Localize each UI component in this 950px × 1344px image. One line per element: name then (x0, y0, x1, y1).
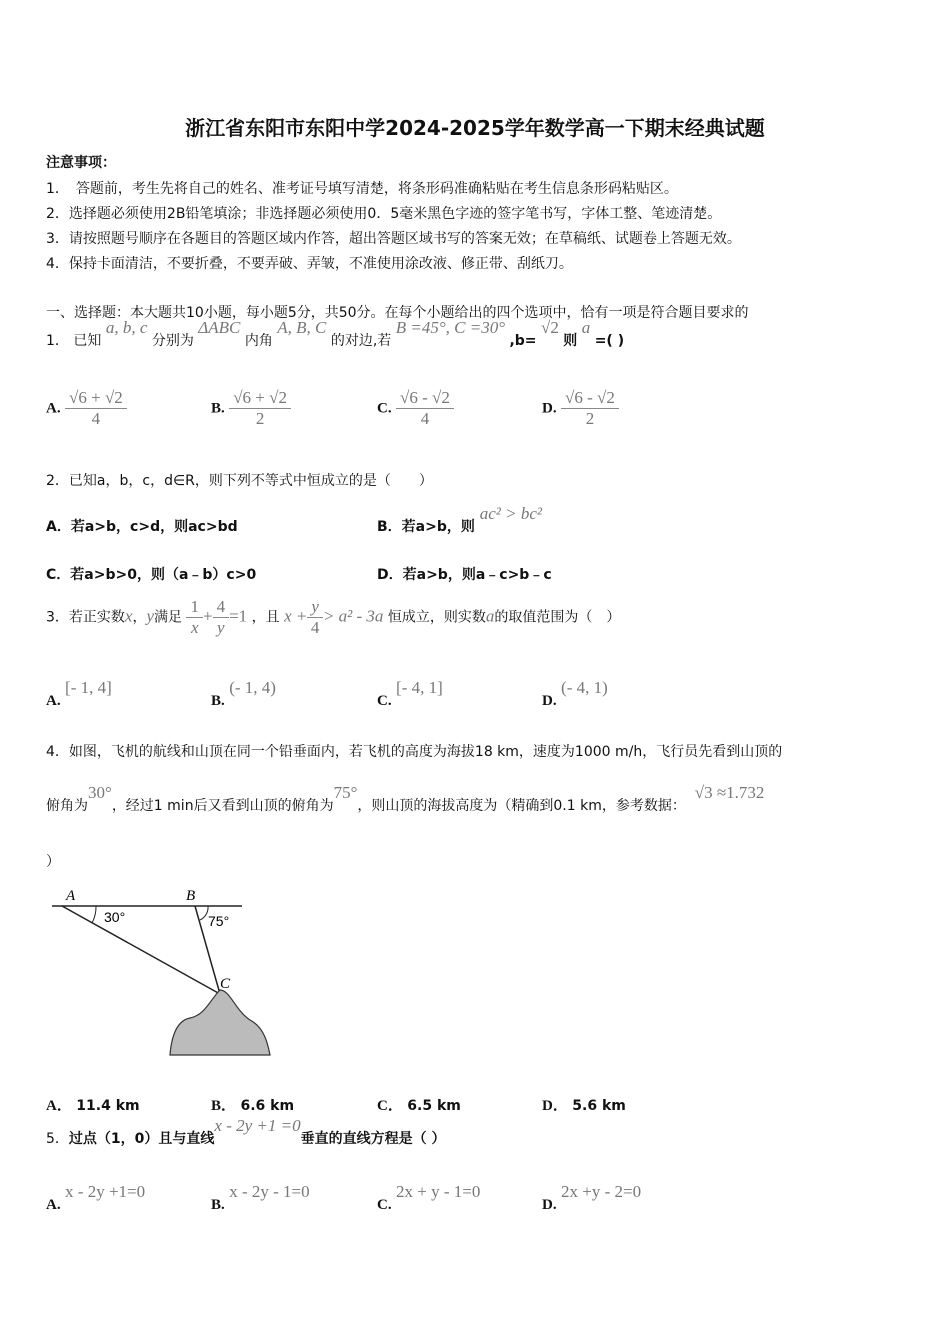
q-text: 垂直的直线方程是（ ） (300, 1131, 446, 1147)
math: ac² > bc² (479, 504, 543, 523)
notice-item: 1． 答题前，考生先将自己的姓名、准考证号填写清楚，将条形码准确粘贴在考生信息条形码粘贴区。 (46, 181, 678, 197)
question-5 (46, 1116, 446, 1148)
q-text: 内角 (244, 333, 273, 349)
angle-arc (200, 906, 208, 920)
q-text: =( ) (594, 333, 625, 349)
option-b[interactable] (377, 504, 543, 536)
option-label: C． (46, 567, 71, 583)
option-d[interactable] (542, 1094, 626, 1115)
option-math: x - 2y +1=0 (65, 1182, 146, 1201)
option-d[interactable] (542, 1182, 642, 1214)
option-d[interactable] (542, 678, 608, 710)
option-text: 若a>b，则 (401, 519, 475, 535)
option-math: [- 1, 4] (65, 678, 112, 697)
question-4-close: ） (46, 854, 60, 870)
q-text: 如图，飞机的航线和山顶在同一个铅垂面内，若飞机的高度为海拔18 km，速度为1000 m/h，飞行员先看到山顶的 (68, 744, 783, 760)
option-text: 11.4 km (76, 1098, 140, 1114)
q-text: 若正实数 (68, 609, 125, 626)
option-label: D. (542, 400, 557, 417)
option-text: 6.6 km (240, 1098, 295, 1114)
q-text: 的取值范围为（ ） (494, 609, 621, 626)
numerator: y (307, 597, 323, 618)
option-a[interactable] (46, 1182, 146, 1214)
denominator: 2 (585, 409, 595, 428)
numerator: 1 (186, 597, 203, 618)
q-text: 则 (563, 333, 578, 349)
numerator: 4 (213, 597, 230, 618)
q-text: 分别为 (151, 333, 194, 349)
q-number: 1． (46, 333, 69, 349)
question-1 (46, 318, 625, 350)
option-label: C. (377, 400, 392, 417)
denominator: 4 (420, 409, 430, 428)
math: a, b, c (105, 318, 148, 337)
notice-item: 3．请按照题号顺序在各题目的答题区域内作答，超出答题区域书写的答案无效；在草稿纸、试题卷上答题无效。 (46, 231, 741, 247)
math: x (124, 606, 133, 626)
option-label: C. (377, 693, 392, 709)
q-number: 5． (46, 1131, 69, 1147)
option-label: D． (542, 1098, 568, 1114)
option-label: B. (211, 693, 225, 709)
numerator: √6 - √2 (396, 388, 454, 409)
math: √2 (541, 318, 559, 337)
q-text: 的对边,若 (330, 333, 392, 349)
q-text: ，且 (251, 609, 280, 626)
option-label: A. (46, 1197, 61, 1213)
q-number: 2． (46, 473, 69, 489)
q-text: 恒成立，则实数 (387, 609, 486, 626)
option-label: A. (46, 693, 61, 709)
option-c[interactable] (377, 388, 454, 429)
math: 30° (88, 783, 112, 802)
option-label: A. (46, 400, 61, 417)
option-c[interactable] (377, 1182, 481, 1214)
math: √3 ≈1.732 (694, 783, 765, 802)
option-text: 6.5 km (407, 1098, 461, 1114)
option-text: 若a>b，则a﹣c>b﹣c (402, 567, 552, 583)
option-a[interactable] (46, 1094, 140, 1115)
option-b[interactable] (211, 678, 276, 710)
option-math: x - 2y - 1=0 (229, 1182, 310, 1201)
sight-line-a (62, 906, 220, 994)
section-heading: 一、选择题：本大题共10小题，每小题5分，共50分。在每个小题给出的四个选项中，恰有一项是符合题目要求的 (46, 305, 749, 321)
option-d[interactable] (377, 564, 552, 584)
q-number: 4． (46, 744, 69, 760)
angle-75-label: 75° (208, 913, 230, 929)
math: a (485, 606, 495, 626)
math: y (146, 606, 155, 626)
math: =1 (229, 606, 248, 626)
option-math: [- 4, 1] (396, 678, 443, 697)
fraction (561, 388, 619, 429)
fraction (229, 388, 291, 429)
q-text: ， (132, 609, 147, 626)
option-label: B. (211, 400, 225, 417)
option-a[interactable] (46, 516, 238, 536)
option-label: A． (46, 1098, 72, 1114)
point-c-label: C (220, 976, 231, 992)
numerator: √6 + √2 (229, 388, 291, 409)
math: x + (284, 606, 308, 626)
fraction (307, 597, 323, 638)
math: a (581, 318, 591, 337)
mountain-shape (170, 990, 270, 1055)
option-text: 若a>b>0，则（a﹣b）c>0 (70, 567, 257, 583)
option-b[interactable] (211, 1182, 310, 1214)
fraction (213, 597, 230, 638)
option-label: C． (377, 1098, 403, 1114)
option-math: (- 4, 1) (561, 678, 608, 697)
option-label: B． (377, 519, 402, 535)
question-2 (46, 470, 433, 490)
option-label: B. (211, 1197, 225, 1213)
option-b[interactable] (211, 1094, 294, 1115)
angle-30-label: 30° (104, 909, 126, 925)
option-c[interactable] (377, 1094, 461, 1115)
q-text: ，则山顶的海拔高度为（精确到0.1 km，参考数据： (357, 798, 686, 814)
math: A, B, C (277, 318, 327, 337)
option-text: 若a>b，c>d，则ac>bd (70, 519, 238, 535)
option-label: D． (377, 567, 403, 583)
option-c[interactable] (377, 678, 443, 710)
option-math: 2x + y - 1=0 (396, 1182, 481, 1201)
denominator: 2 (255, 409, 265, 428)
option-math: 2x +y - 2=0 (561, 1182, 642, 1201)
option-c[interactable] (46, 564, 256, 584)
option-label: A． (46, 519, 71, 535)
q-text: ，经过1 min后又看到山顶的俯角为 (111, 798, 334, 814)
q-text: 满足 (154, 609, 183, 626)
fraction (396, 388, 454, 429)
fraction (186, 597, 203, 638)
question-3 (46, 597, 620, 638)
option-b[interactable] (211, 388, 291, 429)
option-math: (- 1, 4) (229, 678, 276, 697)
q-text: 已知 (73, 333, 102, 349)
option-a[interactable] (46, 388, 127, 429)
question-4 (46, 741, 782, 761)
q-number: 3． (46, 609, 69, 626)
q-text: 过点（1，0）且与直线 (68, 1131, 215, 1147)
angle-arc (92, 906, 96, 923)
option-label: C. (377, 1197, 392, 1213)
numerator: √6 + √2 (65, 388, 127, 409)
option-d[interactable] (542, 388, 619, 429)
denominator: 4 (91, 409, 101, 428)
notice-item: 2．选择题必须使用2B铅笔填涂；非选择题必须使用0．5毫米黑色字迹的签字笔书写，字体工整、笔迹清楚。 (46, 206, 722, 222)
q-text: 俯角为 (46, 798, 88, 814)
option-a[interactable] (46, 678, 112, 710)
point-b-label: B (186, 888, 196, 904)
option-text: 5.6 km (572, 1098, 626, 1114)
math: B =45°, C =30° (395, 318, 506, 337)
option-label: D. (542, 693, 557, 709)
math: + (202, 606, 213, 626)
math: > a² - 3a (322, 606, 384, 626)
question-4-line-2 (46, 783, 765, 815)
notice-heading: 注意事项： (46, 155, 116, 171)
q-text: 已知a，b，c，d∈R，则下列不等式中恒成立的是（ ） (68, 473, 433, 489)
q-text: ,b= (509, 333, 537, 349)
denominator: x (190, 618, 199, 637)
fraction (65, 388, 127, 429)
notice-item: 4．保持卡面清洁，不要折叠，不要弄破、弄皱，不准使用涂改液、修正带、刮纸刀。 (46, 256, 573, 272)
option-label: B． (211, 1098, 237, 1114)
math: ΔABC (198, 318, 241, 337)
option-label: D. (542, 1197, 557, 1213)
numerator: √6 - √2 (561, 388, 619, 409)
denominator: 4 (310, 618, 320, 637)
math: x - 2y +1 =0 (214, 1116, 301, 1135)
mountain-diagram (40, 880, 290, 1060)
page-title: 浙江省东阳市东阳中学2024-2025学年数学高一下期末经典试题 (185, 116, 765, 140)
denominator: y (217, 618, 225, 637)
math: 75° (333, 783, 358, 802)
point-a-label: A (66, 888, 76, 904)
